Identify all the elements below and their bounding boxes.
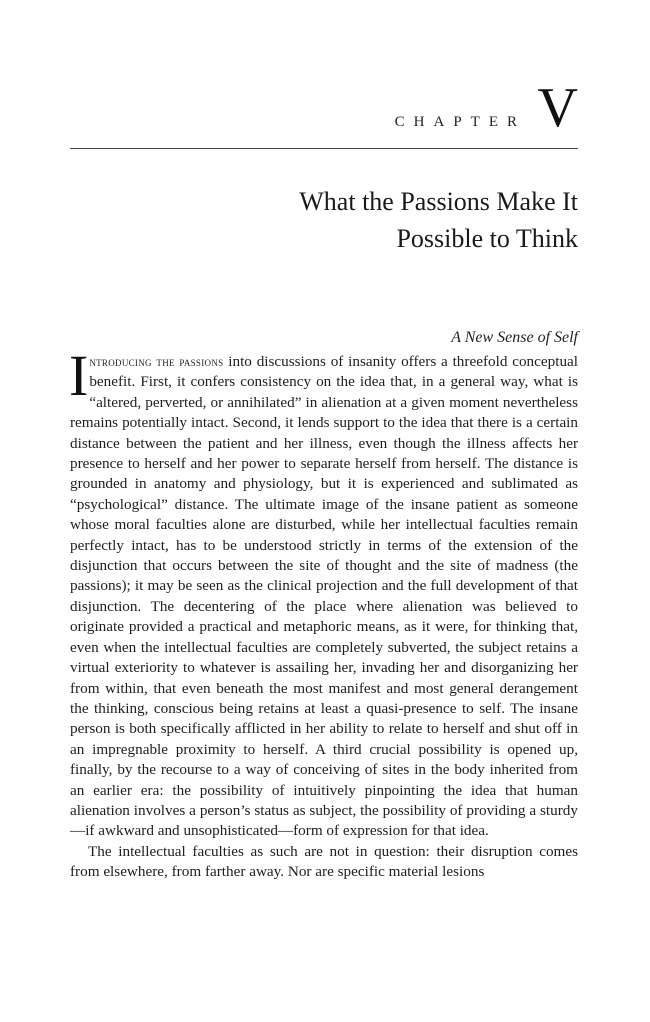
section-title: A New Sense of Self bbox=[451, 329, 578, 346]
paragraph-2: The intellectual faculties as such are not in question: their disruption comes from elsewhere, from farther away. Nor are specific material lesions bbox=[70, 842, 578, 881]
drop-cap: I bbox=[69, 343, 89, 408]
paragraph-1-text: into discussions of insanity offers a threefold conceptual benefit. First, it confers consistency on the idea that, in a general way, what is “altered, perverted, or annihilated” in alienation at a given moment nevertheless remains potentially intact. Second, it lends support to the idea that there is a certain distance between the patient and her illness, even though the illness affects her presence to herself and her power to separate herself from herself. The distance is grounded in anatomy and physiology, but it is experienced and sublimated as “psychological” distance. The ultimate image of the insane patient as someone whose moral faculties alone are disturbed, while her intellectual faculties remain perfectly intact, has to be understood strictly in terms of the extension of the disjunction that occurs between the site of thought and the site of madness (the passions); it may be seen as the clinical projection and the full development of that disjunction. The decentering of the place where alienation was believed to originate provided a practical and metaphoric means, as it were, for thinking that, even when the intellectual faculties are completely subverted, the subject retains a virtual exteriority to whatever is assailing her, invading her and disorganizing her from within, that even beneath the most manifest and most general derangement the thinking, conscious being retains at least a quasi-presence to self. The insane person is both specifically afflicted in her ability to relate to herself and shut off in an impregnable proximity to herself. A third crucial possibility is opened up, finally, by the recourse to a way of conceiving of sites in the body inherited from an earlier era: the possibility of intuitively pinpointing the idea that human alienation involves a person’s status as subject, the possibility of providing a sturdy—if awkward and unsophisticated—form of expression for that idea. bbox=[70, 353, 578, 840]
chapter-title-line-2: Possible to Think bbox=[396, 224, 578, 253]
paragraph-1 bbox=[69, 343, 578, 842]
chapter-heading bbox=[70, 77, 578, 148]
chapter-label: CHAPTER bbox=[394, 114, 526, 130]
opening-small-caps: ntroducing the passions bbox=[89, 354, 224, 369]
chapter-number: V bbox=[537, 77, 578, 139]
chapter-body bbox=[70, 344, 578, 883]
chapter-rule bbox=[70, 148, 578, 149]
chapter-title-line-1: What the Passions Make It bbox=[299, 187, 578, 216]
chapter-title bbox=[200, 183, 578, 257]
